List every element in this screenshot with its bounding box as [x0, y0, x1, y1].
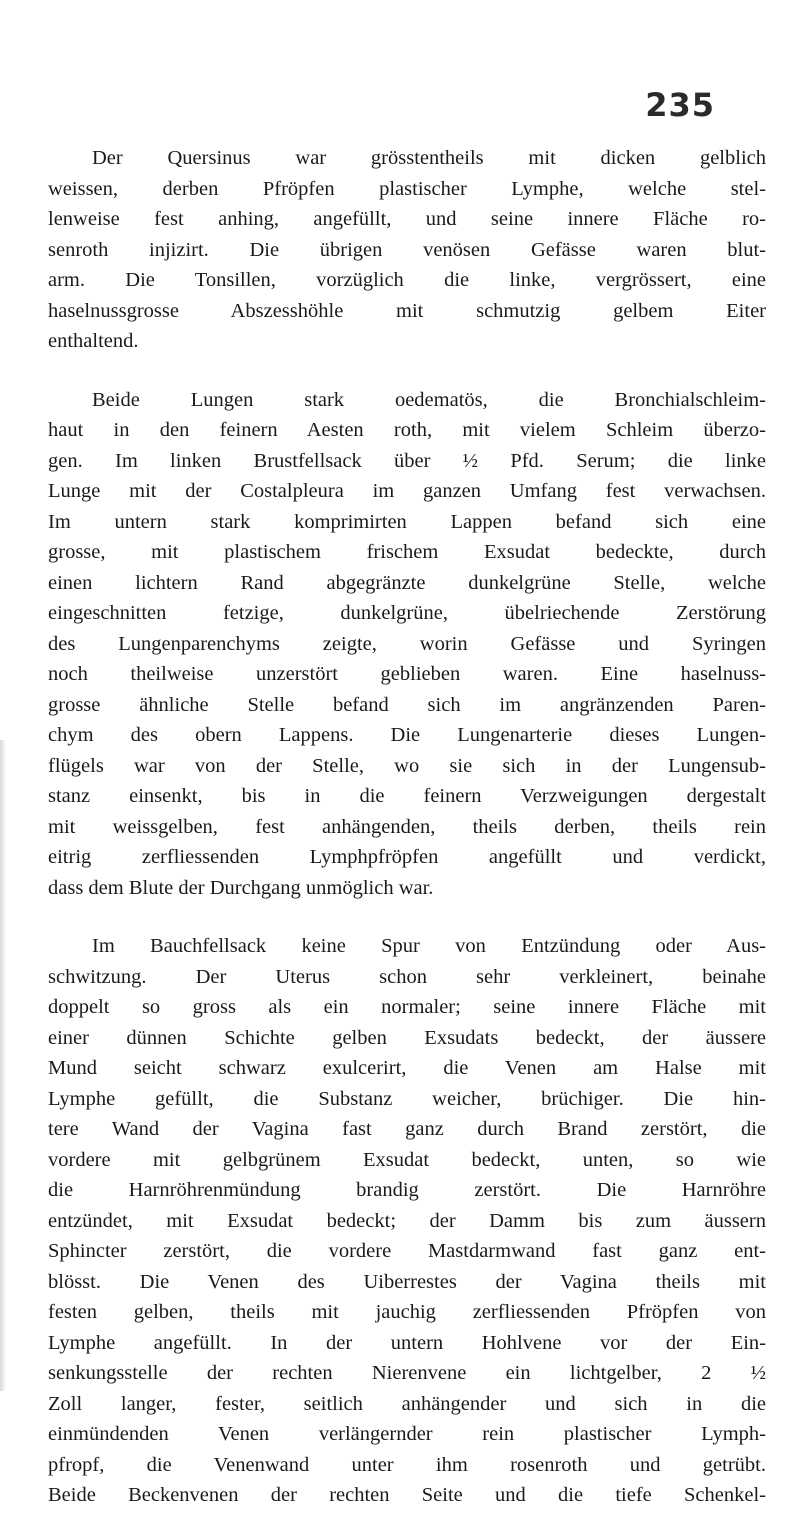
page-number: 235	[645, 86, 715, 124]
binding-shadow	[0, 740, 6, 1391]
text-line: haselnussgrosse Abszesshöhle mit schmutzig gelbem Eiter	[48, 299, 766, 322]
text-line: mit weissgelben, fest anhängenden, theils derben, theils rein	[48, 815, 766, 838]
text-line: noch theilweise unzerstört geblieben waren. Eine haselnuss-	[48, 663, 766, 685]
text-line: eitrig zerfliessenden Lymphpfröpfen angefüllt und verdickt,	[48, 846, 766, 868]
text-line: Im untern stark komprimirten Lappen befand sich eine	[48, 510, 766, 533]
text-line: Lymphe gefüllt, die Substanz weicher, brüchiger. Die hin-	[48, 1087, 766, 1110]
text-line: senroth injizirt. Die übrigen venösen Gefässe waren blut-	[48, 238, 766, 261]
text-line: Zoll langer, fester, seitlich anhängender und sich in die	[48, 1392, 766, 1415]
text-line: haut in den feinern Aesten roth, mit vielem Schleim überzo-	[48, 419, 766, 441]
text-line: entzündet, mit Exsudat bedeckt; der Damm bis zum äussern	[48, 1209, 766, 1232]
text-line: Sphincter zerstört, die vordere Mastdarmwand fast ganz ent-	[48, 1240, 766, 1262]
text-line: vordere mit gelbgrünem Exsudat bedeckt, unten, so wie	[48, 1148, 766, 1171]
text-line: Mund seicht schwarz exulcerirt, die Venen am Halse mit	[48, 1057, 766, 1079]
text-line: lenweise fest anhing, angefüllt, und seine innere Fläche ro-	[48, 208, 766, 230]
text-line: weissen, derben Pfröpfen plastischer Lymphe, welche stel-	[48, 177, 766, 200]
text-line: arm. Die Tonsillen, vorzüglich die linke, vergrössert, eine	[48, 269, 766, 291]
text-line: senkungsstelle der rechten Nierenvene ein lichtgelber, 2 ½	[48, 1362, 766, 1384]
text-line: Lymphe angefüllt. In der untern Hohlvene vor der Ein-	[48, 1331, 766, 1354]
text-line: Im Bauchfellsack keine Spur von Entzündung oder Aus-	[92, 935, 766, 957]
text-line: pfropf, die Venenwand unter ihm rosenroth und getrübt.	[48, 1453, 766, 1476]
text-line: des Lungenparenchyms zeigte, worin Gefässe und Syringen	[48, 632, 766, 655]
text-line: einer dünnen Schichte gelben Exsudats bedeckt, der äussere	[48, 1026, 766, 1049]
text-line: grosse, mit plastischem frischem Exsudat bedeckte, durch	[48, 541, 766, 563]
text-line: tere Wand der Vagina fast ganz durch Brand zerstört, die	[48, 1118, 766, 1140]
text-line: gen. Im linken Brustfellsack über ½ Pfd. Serum; die linke	[48, 449, 766, 472]
text-line: einen lichtern Rand abgegränzte dunkelgrüne Stelle, welche	[48, 571, 766, 594]
text-line: Lunge mit der Costalpleura im ganzen Umfang fest verwachsen.	[48, 480, 766, 502]
text-line: blösst. Die Venen des Uiberrestes der Vagina theils mit	[48, 1270, 766, 1293]
text-line: eingeschnitten fetzige, dunkelgrüne, übelriechende Zerstörung	[48, 602, 766, 624]
text-line: einmündenden Venen verlängernder rein plastischer Lymph-	[48, 1423, 766, 1445]
paragraph-bauchfellsack	[48, 931, 766, 1511]
paragraph-quersinus	[48, 143, 766, 357]
text-line: enthaltend.	[48, 330, 139, 352]
body-text	[48, 143, 766, 1539]
text-line: Beide Beckenvenen der rechten Seite und die tiefe Schenkel-	[48, 1484, 766, 1506]
text-line: grosse ähnliche Stelle befand sich im angränzenden Paren-	[48, 693, 766, 716]
text-line: Beide Lungen stark oedematös, die Bronchialschleim-	[92, 388, 766, 411]
text-line: flügels war von der Stelle, wo sie sich in der Lungensub-	[48, 754, 766, 777]
paragraph-lungen	[48, 385, 766, 904]
text-line: die Harnröhrenmündung brandig zerstört. Die Harnröhre	[48, 1179, 766, 1201]
text-line: doppelt so gross als ein normaler; seine innere Fläche mit	[48, 996, 766, 1018]
text-line: chym des obern Lappens. Die Lungenarterie dieses Lungen-	[48, 724, 766, 746]
text-line: festen gelben, theils mit jauchig zerfliessenden Pfröpfen von	[48, 1301, 766, 1323]
text-line: Der Quersinus war grösstentheils mit dicken gelblich	[92, 147, 766, 169]
text-line: schwitzung. Der Uterus schon sehr verkleinert, beinahe	[48, 965, 766, 988]
text-line: dass dem Blute der Durchgang unmöglich war.	[48, 876, 434, 899]
text-line: stanz einsenkt, bis in die feinern Verzweigungen dergestalt	[48, 785, 766, 807]
